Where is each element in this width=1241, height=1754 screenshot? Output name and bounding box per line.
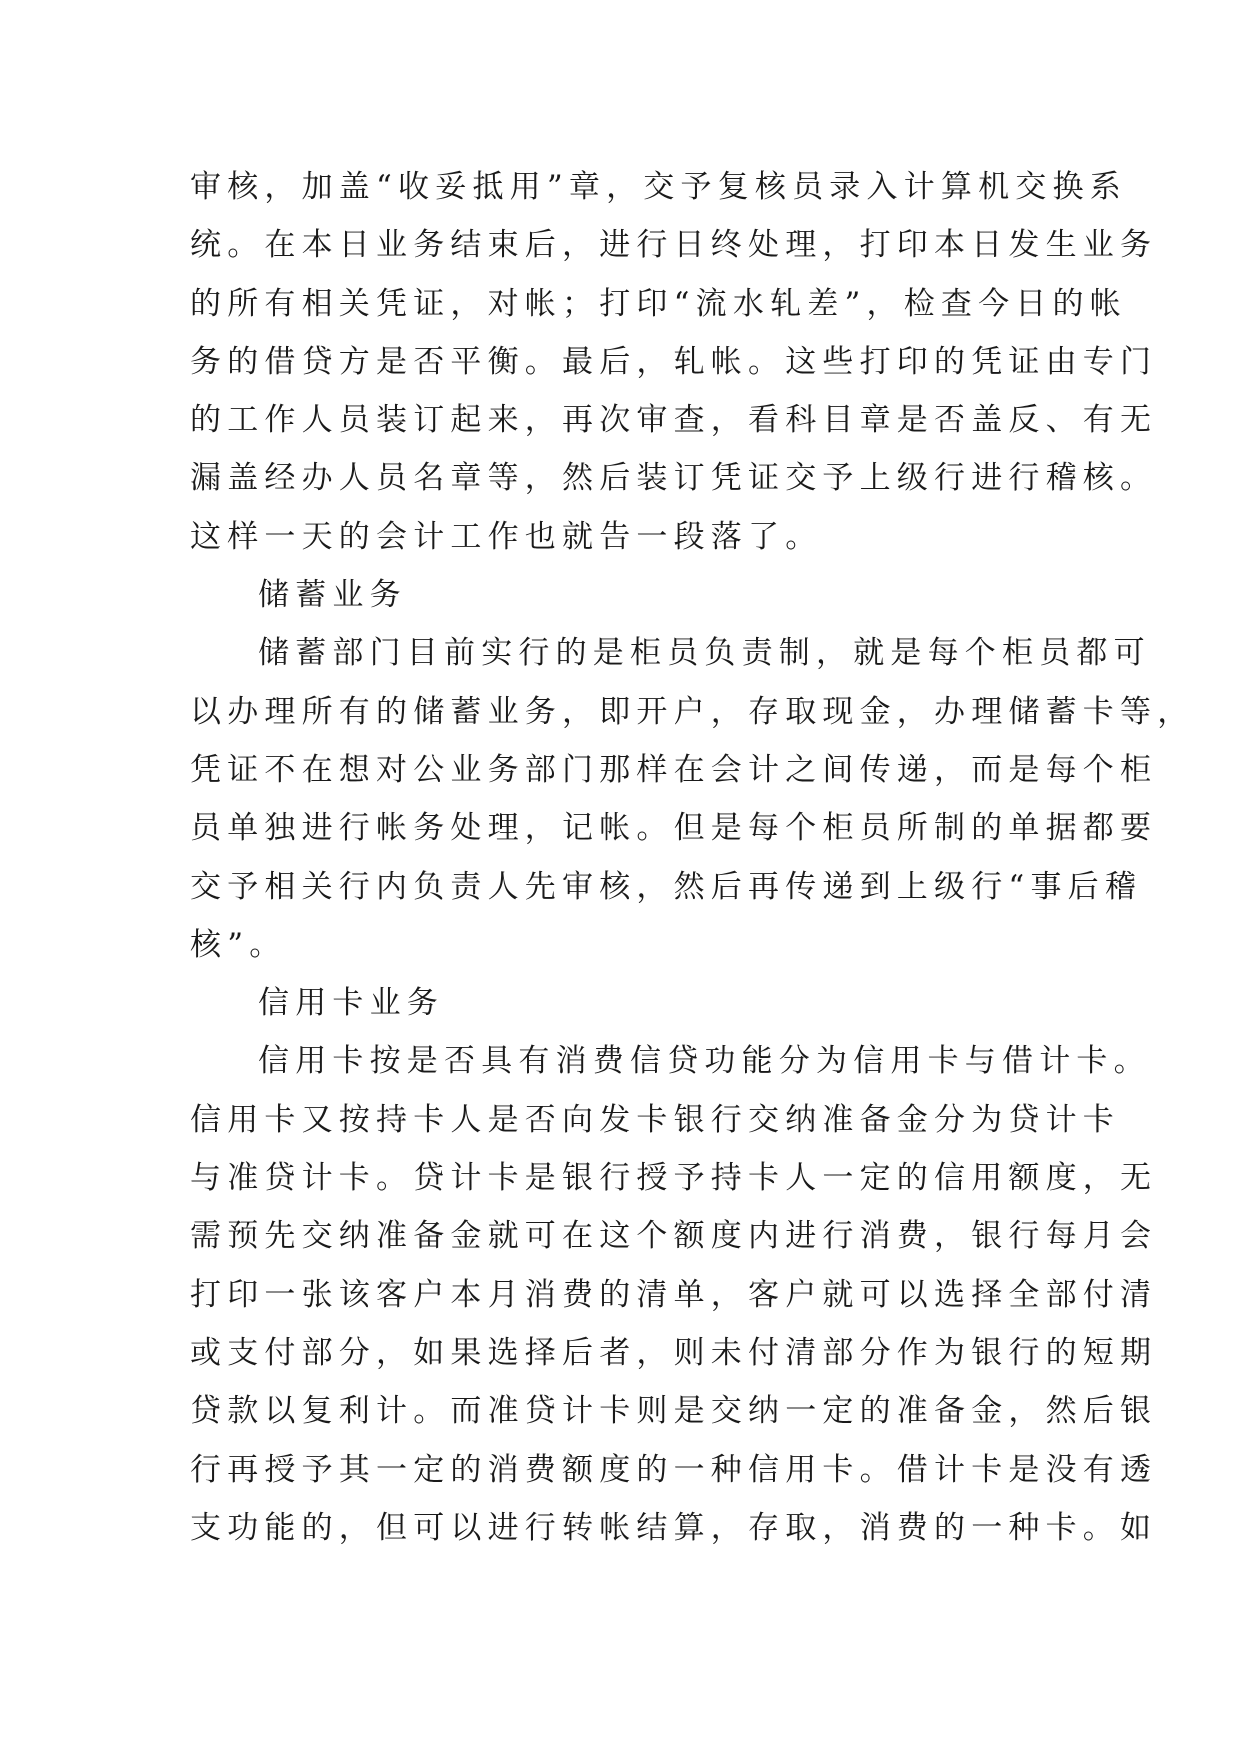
text-line: 与准贷计卡。贷计卡是银行授予持卡人一定的信用额度，无 (190, 1160, 1158, 1197)
text-line: 以办理所有的储蓄业务，即开户，存取现金，办理储蓄卡等， (190, 693, 1195, 730)
text-line: 贷款以复利计。而准贷计卡则是交纳一定的准备金，然后银 (190, 1393, 1158, 1430)
text-line: 行再授予其一定的消费额度的一种信用卡。借计卡是没有透 (190, 1451, 1158, 1488)
text-line: 审核，加盖“收妥抵用”章，交予复核员录入计算机交换系 (190, 169, 1127, 205)
text-line: 需预先交纳准备金就可在这个额度内进行消费，银行每月会 (190, 1218, 1158, 1255)
text-line: 打印一张该客户本月消费的清单，客户就可以选择全部付清 (190, 1276, 1158, 1313)
text-line: 这样一天的会计工作也就告一段落了。 (190, 518, 823, 555)
text-line: 交予相关行内负责人先审核，然后再传递到上级行“事后稽 (190, 868, 1143, 905)
text-line: 统。在本日业务结束后，进行日终处理，打印本日发生业务 (190, 227, 1158, 264)
text-line: 漏盖经办人员名章等，然后装订凭证交予上级行进行稽核。 (190, 460, 1158, 497)
text-line: 信用卡又按持卡人是否向发卡银行交纳准备金分为贷计卡 (190, 1101, 1120, 1138)
document-body (190, 158, 1195, 1557)
section-heading-credit-card: 信用卡业务 (258, 985, 444, 1022)
text-line: 务的借贷方是否平衡。最后，轧帐。这些打印的凭证由专门 (190, 343, 1158, 380)
text-line: 凭证不在想对公业务部门那样在会计之间传递，而是每个柜 (190, 751, 1158, 788)
text-line: 储蓄部门目前实行的是柜员负责制，就是每个柜员都可 (258, 635, 1151, 672)
section-heading-savings: 储蓄业务 (258, 577, 407, 614)
text-line: 信用卡按是否具有消费信贷功能分为信用卡与借计卡。 (258, 1043, 1151, 1080)
text-line: 的工作人员装订起来，再次审查，看科目章是否盖反、有无 (190, 402, 1158, 439)
text-line: 支功能的，但可以进行转帐结算，存取，消费的一种卡。如 (190, 1509, 1158, 1546)
text-line: 员单独进行帐务处理，记帐。但是每个柜员所制的单据都要 (190, 810, 1158, 847)
text-line: 的所有相关凭证，对帐；打印“流水轧差”，检查今日的帐 (190, 285, 1127, 322)
text-line: 核”。 (190, 926, 287, 963)
text-line: 或支付部分，如果选择后者，则未付清部分作为银行的短期 (190, 1334, 1158, 1371)
